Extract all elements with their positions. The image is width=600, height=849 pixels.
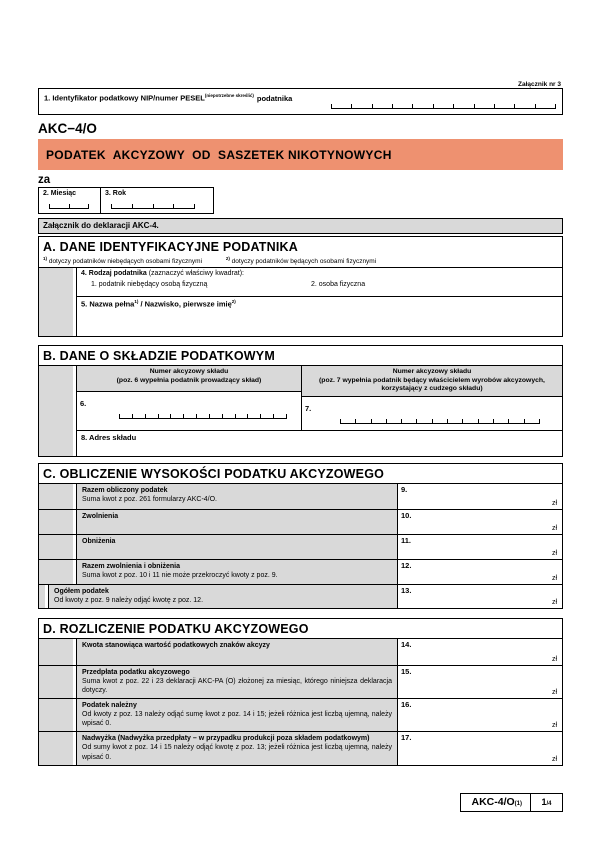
section-a-sidebar (39, 268, 73, 336)
field-16-unit: zł (551, 722, 557, 730)
field-14-amount-input[interactable] (397, 639, 562, 665)
field-6-excise-number-input[interactable] (77, 392, 301, 425)
field-15-amount-input[interactable] (397, 666, 562, 698)
row-9-title: Razem obliczony podatek (82, 486, 168, 494)
field-4-option-1[interactable]: 1. podatnik niebędący osobą fizyczną (91, 281, 208, 289)
section-a (38, 236, 563, 337)
year-field (101, 188, 213, 213)
field-9-number: 9. (401, 484, 408, 494)
row-11-sidebar (39, 535, 73, 559)
field-14-number: 14. (401, 639, 412, 649)
row-17-desc: Od sumy kwot z poz. 14 i 15 należy odjąć kwotę z poz. 13; jeżeli różnica jest liczbą ujemną, należy wpisać 0. (82, 744, 392, 761)
row-9-sidebar (39, 484, 73, 509)
form-code-title: AKC−4/O (38, 121, 97, 136)
footnote-1-sup: 1) (43, 256, 48, 261)
footer-form-code-sub: (1) (514, 800, 522, 807)
field-4-taxpayer-type (76, 268, 562, 296)
row-10-title: Zwolnienia (82, 512, 119, 520)
col-6-header (77, 366, 301, 392)
row-16-label (76, 699, 397, 731)
row-9 (39, 484, 562, 509)
field-13-unit: zł (551, 598, 557, 606)
row-15-desc: Suma kwot z poz. 22 i 23 deklaracji AKC-PA (O) złożonej za miesiąc, którego niniejsza deklaracja dotyczy. (82, 677, 392, 694)
row-14 (39, 639, 562, 665)
row-9-label (76, 484, 397, 509)
row-17-sidebar (39, 732, 73, 764)
field-12-number: 12. (401, 560, 412, 570)
field-9-amount-input[interactable] (397, 484, 562, 509)
section-b (38, 345, 563, 456)
footnote-2-sup: 2) (225, 256, 230, 261)
field-10-amount-input[interactable] (397, 510, 562, 534)
field-15-unit: zł (551, 689, 557, 697)
row-15-title: Przedpłata podatku akcyzowego (82, 668, 190, 676)
field-1-identifier-box (38, 88, 563, 115)
month-input[interactable] (49, 199, 89, 209)
field-6-number: 6. (80, 399, 87, 409)
footnote-2-text: dotyczy podatników będących osobami fizycznymi (231, 258, 377, 266)
field-8-address-input[interactable]: 8. Adres składu (76, 430, 562, 456)
row-16-sidebar (39, 699, 73, 731)
field-13-number: 13. (401, 585, 412, 595)
attachment-note: Załącznik nr 3 (518, 81, 561, 88)
field-7-number: 7. (305, 403, 312, 413)
field-13-amount-input[interactable] (397, 585, 562, 608)
row-13 (39, 584, 562, 608)
field-5-sup-1: 1) (134, 299, 139, 305)
row-10 (39, 509, 562, 534)
period-table (38, 187, 214, 214)
field-5-label-mid: / Nazwisko, pierwsze imię (140, 299, 232, 309)
field-1-label (44, 93, 292, 103)
section-b-sidebar (39, 366, 73, 455)
row-12 (39, 559, 562, 584)
form-title-text: PODATEK AKCYZOWY OD SASZETEK NIKOTYNOWYCH (46, 147, 392, 162)
row-16-title: Podatek należny (82, 702, 137, 710)
za-label: za (38, 174, 51, 186)
field-12-unit: zł (551, 574, 557, 582)
footer-form-code (460, 793, 531, 812)
row-10-sidebar (39, 510, 73, 534)
field-16-number: 16. (401, 700, 412, 710)
section-c-title: C. OBLICZENIE WYSOKOŚCI PODATKU AKCYZOWEGO (43, 466, 385, 481)
field-11-number: 11. (401, 535, 412, 545)
field-10-number: 10. (401, 510, 412, 520)
field-1-label-end: podatnika (256, 93, 293, 103)
section-a-title: A. DANE IDENTYFIKACYJNE PODATNIKA (43, 240, 298, 254)
section-b-title: B. DANE O SKŁADZIE PODATKOWYM (43, 349, 275, 364)
field-7-excise-number-input[interactable] (302, 397, 562, 430)
section-c (38, 463, 563, 609)
month-field (39, 188, 101, 213)
nip-pesel-input[interactable] (331, 97, 556, 109)
section-d (38, 618, 563, 766)
field-12-amount-input[interactable] (397, 560, 562, 584)
row-14-sidebar (39, 639, 73, 665)
row-11-label (76, 535, 397, 559)
field-6-comb[interactable] (119, 409, 287, 419)
row-12-desc: Suma kwot z poz. 10 i 11 nie może przekroczyć kwoty z poz. 9. (82, 571, 278, 579)
field-7-comb[interactable] (340, 414, 540, 424)
footnote-1-text: dotyczy podatników niebędących osobami fizycznymi (48, 258, 203, 266)
row-15-label (76, 666, 397, 698)
field-9-unit: zł (551, 499, 557, 507)
year-input[interactable] (111, 199, 195, 209)
row-17-label (76, 732, 397, 764)
row-11-title: Obniżenia (82, 537, 116, 545)
col-7-header-line1: Numer akcyzowy składu (392, 368, 472, 376)
row-16 (39, 698, 562, 731)
section-a-footnotes (39, 256, 562, 267)
row-13-desc: Od kwoty z poz. 9 należy odjąć kwotę z poz. 12. (54, 596, 204, 604)
row-9-desc: Suma kwot z poz. 261 formularzy AKC-4/O. (82, 495, 217, 503)
section-d-title: D. ROZLICZENIE PODATKU AKCYZOWEGO (43, 621, 309, 636)
field-5-sup-2: 2) (231, 299, 236, 305)
field-17-amount-input[interactable] (397, 732, 562, 764)
row-16-desc: Od kwoty z poz. 13 należy odjąć sumę kwot z poz. 14 i 15; jeżeli różnica jest liczbą ujemną, należy wpisać 0. (82, 711, 392, 728)
footer-page-total: /4 (546, 800, 552, 807)
col-6-header-line1: Numer akcyzowy składu (149, 368, 229, 376)
footer-page-num: 1 (541, 796, 547, 807)
field-15-number: 15. (401, 666, 412, 676)
form-page (38, 0, 563, 812)
col-7-header (302, 366, 562, 396)
form-title-banner (38, 139, 563, 170)
field-1-label-main: 1. Identyfikator podatkowy NIP/numer PESEL (44, 93, 205, 103)
month-field-label: 2. Miesiąc (43, 190, 77, 197)
col-6-header-line2: (poz. 6 wypełnia podatnik prowadzący skład) (116, 376, 262, 384)
field-5-label: 5. Nazwa pełna (81, 299, 135, 309)
footer-page-number (531, 793, 563, 812)
row-12-title: Razem zwolnienia i obniżenia (82, 562, 181, 570)
field-17-unit: zł (551, 755, 557, 763)
row-12-sidebar (39, 560, 73, 584)
page-footer (38, 793, 563, 812)
row-11 (39, 534, 562, 559)
field-5-name-input[interactable] (76, 296, 562, 336)
row-15 (39, 665, 562, 698)
row-14-title: Kwota stanowiąca wartość podatkowych znaków akcyzy (82, 641, 270, 649)
year-field-label: 3. Rok (105, 190, 127, 197)
row-17-title: Nadwyżka (Nadwyżka przedpłaty – w przypadku produkcji poza składem podatkowym) (82, 735, 370, 743)
attachment-bar: Załącznik do deklaracji AKC-4. (38, 218, 563, 234)
field-11-amount-input[interactable] (397, 535, 562, 559)
row-15-sidebar (39, 666, 73, 698)
field-4-label-rest: (zaznaczyć właściwy kwadrat): (148, 270, 244, 278)
row-13-label (48, 585, 397, 608)
footer-form-code-text: AKC-4/O (471, 795, 515, 808)
field-16-amount-input[interactable] (397, 699, 562, 731)
field-11-unit: zł (551, 549, 557, 557)
row-14-label (76, 639, 397, 665)
field-10-unit: zł (551, 524, 557, 532)
field-1-label-sup: (niepotrzebne skreślić) (204, 93, 254, 98)
field-4-label: 4. Rodzaj podatnika (81, 270, 147, 278)
field-17-number: 17. (401, 733, 412, 743)
row-12-label (76, 560, 397, 584)
col-7-header-line2: (poz. 7 wypełnia podatnik będący właścicielem wyrobów akcyzowych, korzystający z cudzego składu) (319, 376, 545, 393)
row-13-sidebar (39, 585, 45, 608)
field-14-unit: zł (551, 655, 557, 663)
field-4-option-2[interactable]: 2. osoba fizyczna (311, 281, 366, 289)
row-17 (39, 731, 562, 764)
row-13-title: Ogółem podatek (54, 587, 109, 595)
row-10-label (76, 510, 397, 534)
